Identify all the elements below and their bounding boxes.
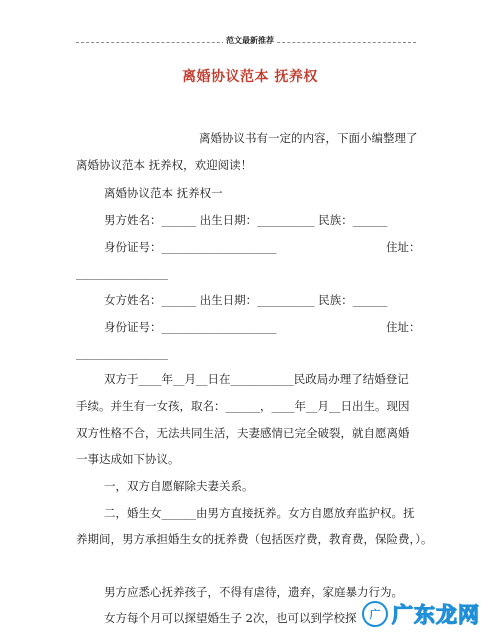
watermark-logo-icon: 广 (362, 601, 388, 627)
intro-line-1: 离婚协议书有一定的内容，下面小编整理了 (199, 131, 418, 145)
female-info-line: 女方姓名：______ 出生日期：__________ 民族：______ (104, 293, 388, 307)
paragraph-line-2: 手续。并生有一女孩，取名：______，____年__月__日出生。现因 (76, 399, 410, 413)
section-heading: 离婚协议范本 抚养权一 (104, 186, 223, 200)
header-label: 范文最新推荐 (223, 35, 277, 46)
female-address-label: 住址： (386, 320, 421, 334)
female-address-blank: ________________ (76, 346, 168, 360)
intro-line-2: 离婚协议范本 抚养权，欢迎阅读！ (76, 158, 253, 172)
clause-4: 女方每个月可以探望婚生子 2次，也可以到学校探 (104, 611, 357, 625)
paragraph-line-3: 双方性格不合，无法共同生活，夫妻感情已完全破裂，就自愿离婚 (76, 426, 410, 440)
male-id-line: 身份证号：____________________ (104, 240, 277, 254)
watermark-text: 广东龙网 (392, 603, 480, 627)
clause-2-line-2: 养期间，男方承担婚生女的抚养费（包括医疗费，教育费，保险费，）。 (76, 532, 433, 546)
site-watermark (362, 596, 492, 632)
male-address-label: 住址： (386, 240, 421, 254)
paragraph-line-4: 一事达成如下协议。 (76, 452, 180, 466)
clause-3: 男方应悉心抚养孩子，不得有虐待，遗弃，家庭暴力行为。 (104, 585, 403, 599)
female-id-line: 身份证号：____________________ (104, 320, 277, 334)
clause-2-line-1: 二，婚生女______由男方直接抚养。女方自愿放弃监护权。抚 (104, 506, 415, 520)
clause-1: 一，双方自愿解除夫妻关系。 (104, 479, 254, 493)
document-title: 离婚协议范本 抚养权 (182, 69, 318, 85)
male-address-blank: ________________ (76, 266, 168, 280)
male-info-line: 男方姓名：______ 出生日期：__________ 民族：______ (104, 213, 388, 227)
paragraph-line-1: 双方于____年__月__日在___________民政局办理了结婚登记 (104, 372, 409, 386)
